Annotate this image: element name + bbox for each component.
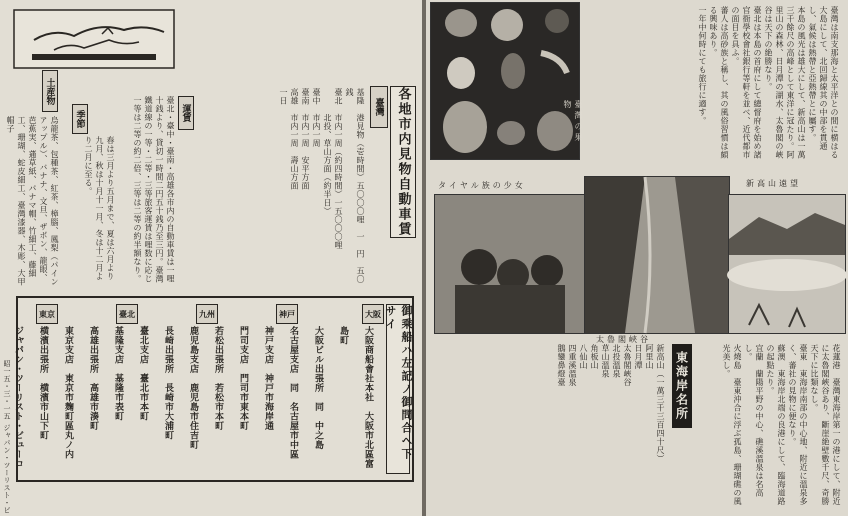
- footer-publisher: ジャパン・ツーリスト・ビ: [3, 424, 11, 514]
- right-page: [426, 0, 848, 516]
- list-item: 横濱出張所 横濱市山下町: [38, 326, 48, 440]
- list-item: 基隆 港見物（壱時間）五〇〇〇哩 一 円 五〇銭: [345, 88, 365, 284]
- section-header-taiwan: 臺灣: [370, 86, 388, 128]
- photo-caption-tribe: タイヤル族の少女: [438, 181, 526, 190]
- list-item: 大阪ビル出張所 同 中之島: [313, 326, 323, 450]
- list-item: 四重溪溫泉: [568, 344, 577, 387]
- fruit-caption: 臺灣の果物: [563, 100, 583, 144]
- list-item: 臺北支店 臺北市本町: [138, 326, 148, 421]
- agency-title: 御乘船ハ左記ノ御問合ヘ下サイ: [386, 304, 410, 474]
- paragraph: 蕃人は高砂族と稱し、其の風俗習慣は頗る興味あり。: [709, 6, 729, 159]
- list-item: 鵝鑾鼻燈臺: [557, 344, 566, 387]
- fruit-illustration: [431, 3, 579, 159]
- list-item: 大阪商船會社本社 大阪市北區富島町: [338, 326, 373, 469]
- list-item: 新高山（一萬三千三百四十尺）: [656, 344, 665, 463]
- agency-city-tokyo: 東京: [36, 304, 58, 324]
- section-header-products: 土産物: [42, 70, 58, 112]
- list-item: 角板山: [590, 344, 599, 370]
- list-item: 高雄 市内一周 壽山方面: [290, 88, 299, 190]
- list-item: 太魯閣峽谷: [623, 344, 632, 387]
- list-item: 臺南 市内一周 安平方面: [301, 88, 310, 190]
- agency-city-kyushu: 九州: [196, 304, 218, 324]
- photo-caption-mountain: 新高山遠望: [746, 179, 801, 188]
- gorge-illustration: [585, 177, 729, 333]
- paragraph: 宜蘭 蘭陽平野の中心、礁溪溫泉は名高し。: [744, 344, 764, 497]
- paragraph: 本島の風光は雄大にして、新高山は一萬三千餘尺の高峰として東洋に冠たり。阿里山の森林、日月潭の湖水、太魯閣の峽谷は天下の絶勝なり。: [764, 6, 806, 159]
- footer-code: 昭一五・三・一五: [3, 360, 11, 420]
- agency-city-kobe: 神戸: [276, 304, 298, 324]
- paragraph: 臺東 東海岸南部の中心地、附近に溫泉多く、蕃社の見物に便なり。: [788, 344, 808, 506]
- list-item: 鹿児島支店 鹿児島市住吉町: [188, 326, 198, 450]
- page-title: 各地市内見物自動車賃: [390, 86, 416, 238]
- list-item: 北投溫泉: [612, 344, 621, 378]
- paragraph: 一年中何時にても旅行に適す。: [698, 6, 707, 125]
- list-item: 臺北 市内一周（約四時間）一五〇〇〇哩: [334, 88, 343, 250]
- list-item: 高雄出張所 高雄市湊町: [88, 326, 98, 431]
- place-list: [434, 344, 666, 510]
- list-item: 八仙山: [579, 344, 588, 370]
- list-item: ジャパン・ツーリスト・ビューロ: [13, 326, 23, 469]
- fare-text: 臺北・臺中・臺南・高雄各市内の自動車賃は一哩十銭より、貸切一時間二円五十銭乃至三円。臺灣鐵道線の一等・二等・三等旅客運賃は哩数に応じ一等は二等の約二倍、三等は二等の約半額なり。: [133, 96, 175, 283]
- paragraph: 花蓮港 臺灣東海岸第一の港にして、附近に太魯閣峽谷あり、斷崖絶壁數千尺、奇勝天下に比類なし。: [810, 344, 841, 506]
- paragraph: 蘇澳 東海岸北端の良港にして、臨海道路の起點たり。: [766, 344, 786, 506]
- east-coast-title: 東海岸名所: [672, 344, 692, 428]
- photo-tribe-girls: [434, 194, 586, 334]
- agency-city-taipei: 臺北: [116, 304, 138, 324]
- paragraph: 火燒島 臺東沖合に浮ぶ孤島、珊瑚礁の風光美し。: [722, 344, 742, 506]
- taiwan-fare-list: [198, 88, 366, 284]
- list-item: 日月潭: [634, 344, 643, 370]
- paragraph: 臺灣は南支那海と太平洋との間に横はる大島にして、北回歸線其の中部を貫通し、氣候は熱帶と亞熱帶とに屬す。: [808, 6, 839, 159]
- section-header-season: 季節: [72, 104, 88, 134]
- list-item: 臺中 市内一周: [312, 88, 321, 148]
- fruit-photo: [430, 2, 580, 160]
- bird-illustration: [14, 10, 174, 68]
- list-item: 一日: [279, 88, 288, 105]
- list-item: 東京支店 東京市麹町區丸ノ内: [63, 326, 73, 459]
- tribe-girls-illustration: [435, 195, 585, 333]
- products-text: 烏龍茶、包種茶、紅茶、樟腦、鳳梨（パインアップル）、バナナ、文旦、ザボン、龍眼、芭蕉実、蓪草紙、パナマ帽、竹細工、藤細工、珊瑚、蛇皮細工、臺灣漆器、木彫、大甲帽子: [6, 116, 59, 286]
- list-item: 長崎出張所 長崎市大浦町: [163, 326, 173, 440]
- list-item: 阿里山: [645, 344, 654, 370]
- east-coast-text: [696, 344, 842, 510]
- photo-caption-gorge: 太魯閣峽谷: [596, 335, 651, 344]
- list-item: 草山溫泉: [601, 344, 610, 378]
- list-item: 基隆支店 基隆市表町: [113, 326, 123, 421]
- list-item: 神戸支店 神戸市海岸通: [263, 326, 273, 431]
- intro-text: [584, 6, 840, 166]
- photo-gorge: [584, 176, 730, 334]
- section-header-fare: 運賃: [178, 96, 194, 130]
- list-item: 若松出張所 若松市本町: [213, 326, 223, 431]
- list-item: 北投、草山方面（約半日）: [323, 88, 332, 216]
- left-page: [0, 0, 422, 516]
- season-text: 春は三月より五月まで、夏は六月より九月、秋は十月十一月、冬は十二月より二月に至る。: [84, 136, 115, 281]
- agency-list: [13, 326, 380, 476]
- mountain-illustration: [729, 195, 845, 333]
- paragraph: 臺北は本島の首府にして總督府を始め諸官衙學校會社銀行等軒を並べ、近代都市の面目を具ふ。: [731, 6, 762, 159]
- agency-city-osaka: 大阪: [362, 304, 384, 324]
- photo-mountain: [728, 194, 846, 334]
- list-item: 名古屋支店 同 名古屋市中區: [288, 326, 298, 459]
- list-item: 門司支店 門司市東本町: [238, 326, 248, 431]
